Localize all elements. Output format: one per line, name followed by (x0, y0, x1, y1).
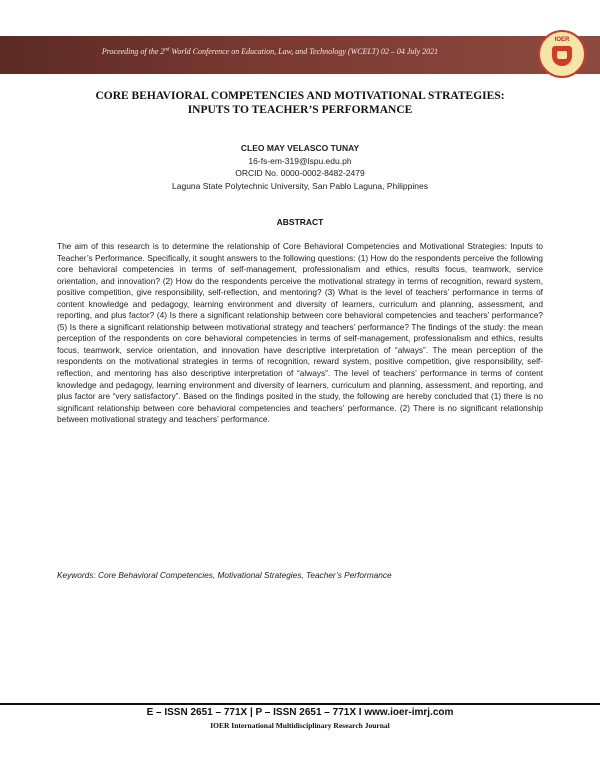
conference-header (0, 47, 540, 56)
paper-title (60, 89, 540, 117)
title-line-1: CORE BEHAVIORAL COMPETENCIES AND MOTIVATIONAL STRATEGIES: (95, 90, 505, 102)
header-superscript: nd (164, 47, 170, 53)
title-line-2: INPUTS TO TEACHER’S PERFORMANCE (187, 104, 413, 116)
abstract-text: The aim of this research is to determine the relationship of Core Behavioral Competencies and Motivational Strategies: Inputs to Teacher’s Performance. Specifically, it sought answers to the following questions: (1) How do the respondents perceive the following core behavioral competencies in terms of self-management, professionalism and ethics, results focus, teamwork, service orientation, and innovation? (2) How do the respondents perceive the motivational strategy in terms of recognition, reward system, positive competition, give responsibility, self-reflection, and mentoring? (3) What is the level of teachers’ performance in terms of content knowledge and pedagogy, learning environment and diversity of learners, curriculum and planning, assessment, and reporting, and plus factor? (4) Is there a significant relationship between core behavioral competencies and teachers’ performance? (5) Is there a significant relationship between motivational strategy and teachers’ performance? The findings of the study: the mean perception of the respondents on core behavioral competencies in terms of self-management, professionalism and ethics, results focus, teamwork, service orientation, and innovation have descriptive interpretation of “always”. The mean perception of the respondents on the motivational strategies in terms of recognition, reward system, positive competition, give responsibility, self-reflection, and mentoring has also descriptive interpretation of “always”. The level of teachers’ performance in terms of content knowledge and pedagogy, learning environment and diversity of learners, curriculum and planning, assessment, and reporting, and plus factor are “very satisfactory”. Based on the findings posited in the study, the following are hereby concluded that (1) there is no significant relationship between core behavioral competencies and teachers’ performance. (2) There is no significant relationship between motivational strategy and teachers’ performance. (57, 241, 543, 425)
logo-text: IOER (554, 37, 570, 43)
footer-issn: E – ISSN 2651 – 771X | P – ISSN 2651 – 771X I www.ioer-imrj.com (146, 707, 454, 718)
abstract-heading: ABSTRACT (276, 217, 324, 227)
author-name: CLEO MAY VELASCO TUNAY (240, 143, 360, 153)
author-orcid: ORCID No. 0000-0002-8482-2479 (235, 168, 365, 178)
author-email: 16-fs-em-319@lspu.edu.ph (248, 155, 352, 166)
author-block (60, 142, 540, 192)
footer-divider (0, 703, 600, 705)
ioer-logo (538, 30, 586, 78)
logo-emblem-inner (557, 51, 567, 59)
footer-journal: IOER International Multidisciplinary Research Journal (210, 721, 390, 730)
header-prefix: Proceeding of the 2 (101, 47, 165, 56)
header-suffix: World Conference on Education, Law, and Technology (WCELT) 02 – 04 July 2021 (169, 47, 439, 56)
author-affiliation: Laguna State Polytechnic University, San Pablo Laguna, Philippines (172, 180, 428, 191)
keywords: Keywords: Core Behavioral Competencies, Motivational Strategies, Teacher’s Performance (57, 570, 392, 580)
